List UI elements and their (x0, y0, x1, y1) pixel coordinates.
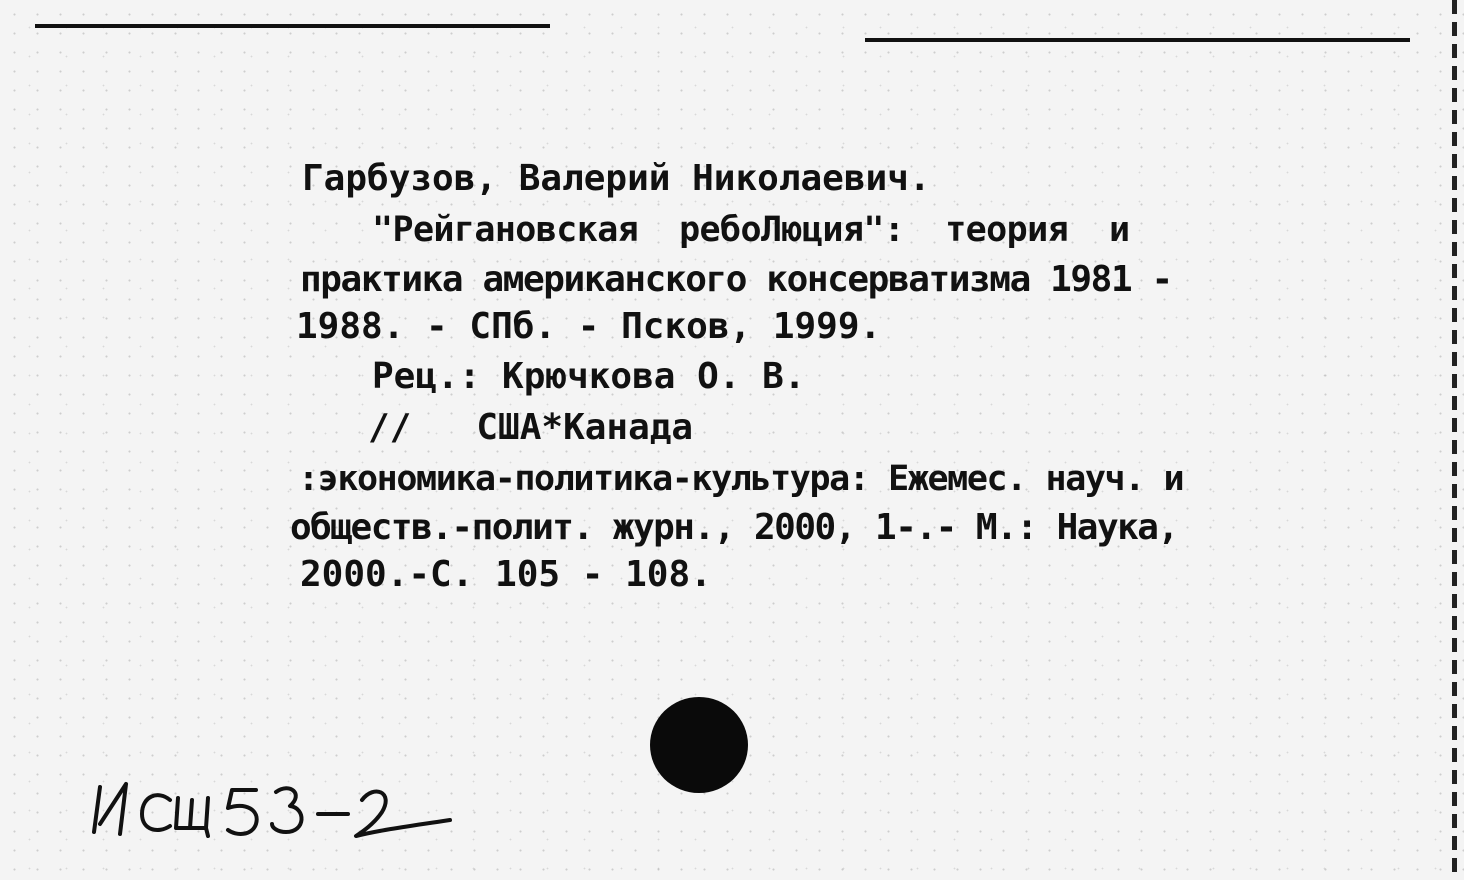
title-line-1: "Рейгановская ребоЛюция": теория и (372, 210, 1130, 250)
title-line-2: практика американского консерватизма 1981 - (300, 259, 1172, 300)
title-line-3: 1988. - СПб. - Псков, 1999. (296, 306, 882, 347)
source-subtitle-line: :экономика-политика-культура: Ежемес. науч. и (298, 459, 1184, 499)
top-border-line-left (35, 24, 550, 28)
source-imprint-line: обществ.-полит. журн., 2000, 1-.- М.: Наука, (290, 507, 1178, 548)
source-journal-line: // США*Канада (368, 407, 694, 448)
reviewer-line: Рец.: Крючкова О. В. (372, 356, 806, 397)
right-edge-dashes (1452, 0, 1457, 880)
author-heading: Гарбузов, Валерий Николаевич. (302, 158, 931, 199)
punch-hole (650, 697, 748, 793)
top-border-line-right (865, 38, 1410, 42)
source-pages-line: 2000.-С. 105 - 108. (300, 554, 712, 595)
handwritten-shelfmark (90, 762, 470, 852)
